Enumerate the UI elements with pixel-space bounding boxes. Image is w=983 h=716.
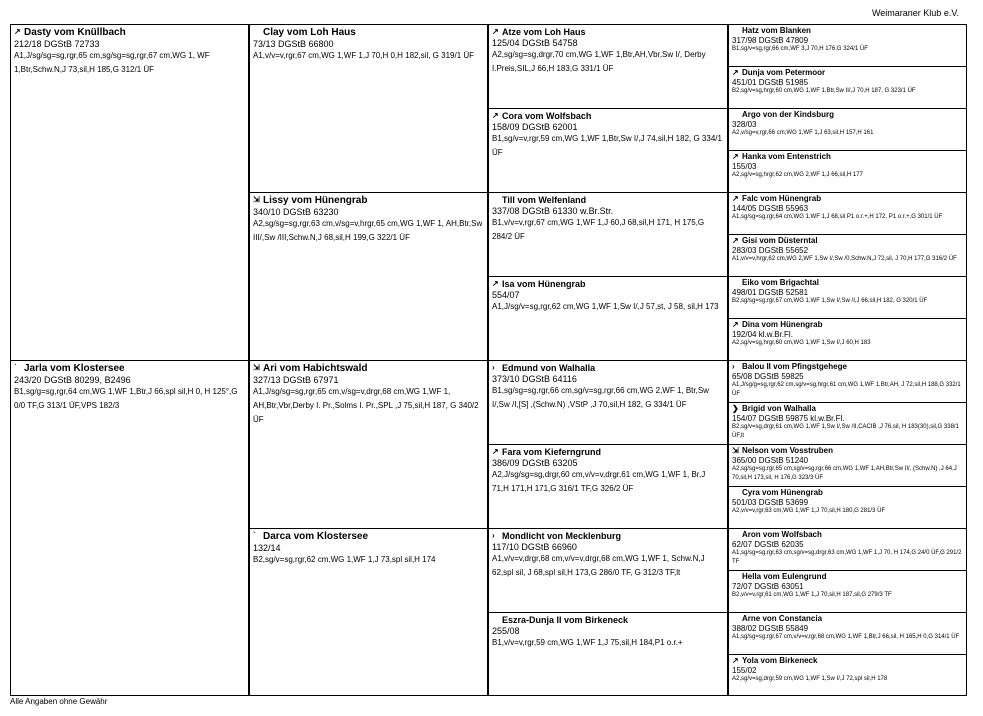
dog-details: A1,sg/sg=sg,rgr,67 cm,v/v=v,rgr,68 cm,WG 1,WF 1,Btr,J 66,sil, H 165,H 0,G 314/1 ÜF	[732, 634, 960, 640]
dog-name: Cyra vom Hünengrab	[742, 488, 823, 497]
marker-icon: ❯	[732, 404, 739, 413]
marker-icon: ↗	[492, 27, 499, 36]
dog-registration: 328/03	[732, 120, 757, 129]
dog-registration: 255/08	[492, 626, 520, 636]
dog-registration: 243/20 DGStB 80299, B2496	[14, 375, 131, 385]
dog-name: Falc vom Hünengrab	[742, 194, 822, 203]
dog-card-g4[interactable]	[728, 234, 967, 277]
dog-details: A1,J/sg/sg=sg,rgr,65 cm,v/sg=v,drgr,68 cm,WG 1,WF 1, AH,Btr,Vbr,Derby I. Pr.,Solms I. Pr.,SPL ,J 75,sil,H 187, G 340/2 ÜF	[253, 387, 479, 424]
dog-card-g3[interactable]	[488, 444, 728, 529]
dog-card-g4[interactable]	[728, 360, 967, 403]
dog-name: Balou II vom Pfingstgehege	[742, 362, 847, 371]
dog-name: Darca vom Klostersee	[263, 531, 369, 542]
dog-name: Lissy vom Hünengrab	[263, 195, 368, 206]
marker-icon: `	[253, 531, 256, 540]
dog-card-sire-sire[interactable]	[249, 24, 488, 193]
dog-registration: 340/10 DGStB 63230	[253, 207, 339, 217]
dog-details: B2,sg/v=sg,rgr,62 cm,WG 1,WF 1,J 73,spl sil,H 174	[253, 555, 436, 564]
dog-name: Dunja vom Petermoor	[742, 68, 826, 77]
dog-card-g4[interactable]	[728, 528, 967, 571]
dog-card-g3[interactable]	[488, 612, 728, 696]
dog-name: Edmund von Walhalla	[502, 363, 596, 373]
dog-details: A2,sg/sg=sg,rgr,65 cm,sg/v=sg,rgr,66 cm,WG 1,WF 1,AH,Btr,Sw II/, (Schw.N) ,J 64,J 70,sil,H 173,sil, H 176,G 323/3 ÜF	[732, 466, 957, 481]
dog-details: B2,v/v=v,rgr,61 cm,WG 1,WF 1,J 70,sil,H 187,sil,G 279/3 TF	[732, 592, 892, 598]
dog-details: A1,J/sg/g=sg,rgr,62 cm,sg/v=sg,hrgr,61 cm,WG 1,WF 1,Btr,AH, J 72,sil,H 188,G 332/1 ÜF	[732, 382, 961, 397]
dog-name: Brigid von Walhalla	[742, 404, 816, 413]
dog-card-g4[interactable]	[728, 24, 967, 67]
dog-name: Mondlicht von Mecklenburg	[502, 531, 622, 541]
marker-icon: ↗	[492, 447, 499, 456]
marker-icon: ↗	[14, 27, 21, 36]
dog-name: Yola vom Birkeneck	[742, 656, 818, 665]
dog-name: Till vom Welfenland	[502, 195, 587, 205]
marker-icon: ↗	[492, 111, 499, 120]
dog-registration: 73/13 DGStB 66800	[253, 39, 334, 49]
dog-card-g4[interactable]	[728, 612, 967, 655]
dog-details: A2,sg/sg=sg,rgr,63 cm,v/sg=v,hrgr,65 cm,WG 1,WF 1, AH,Btr,Sw III/,Sw /III,Schw.N,J 68,sil,H 199,G 322/1 ÜF	[253, 219, 483, 242]
dog-details: B1,v/v=v,rgr,59 cm,WG 1,WF 1,J 75,sil,H 184,P1 o.r.+	[492, 638, 683, 647]
dog-name: Eiko vom Brigachtal	[742, 278, 819, 287]
dog-details: A2,sg/v=sg,hrgr,62 cm,WG 2,WF 1,J 66,sil,H 177	[732, 172, 863, 178]
dog-registration: 317/98 DGStB 47809	[732, 36, 809, 45]
marker-icon: ↗	[732, 656, 739, 665]
marker-icon: ⇲	[253, 363, 260, 372]
dog-registration: 373/10 DGStB 64116	[492, 374, 577, 384]
dog-card-g4[interactable]	[728, 444, 967, 487]
marker-icon: ↗	[732, 152, 739, 161]
dog-name: Clay vom Loh Haus	[263, 27, 356, 38]
dog-details: A2,sg/sg=sg,drgr,70 cm,WG 1,WF 1,Btr,AH,Vbr,Sw I/, Derby I.Preis,SIL,J 66,H 183,G 331/1 ÜF	[492, 50, 706, 73]
dog-registration: 283/03 DGStB 55652	[732, 246, 809, 255]
dog-card-g4[interactable]	[728, 276, 967, 319]
dog-registration: 192/04 kl.w.Br.Fl.	[732, 330, 793, 339]
dog-card-g4[interactable]	[728, 402, 967, 445]
marker-icon: ↗	[732, 236, 739, 245]
dog-details: A1,v/v=v,rgr,67 cm,WG 1,WF 1,J 70,H 0,H 182,sil, G 319/1 ÜF	[253, 51, 475, 60]
dog-registration: 72/07 DGStB 63051	[732, 582, 804, 591]
dog-registration: 144/05 DGStB 55963	[732, 204, 809, 213]
dog-card-g4[interactable]	[728, 318, 967, 361]
dog-details: B1,sg/sg=sg,rgr,66 cm,sg/v=sg,rgr,66 cm,WG 2,WF 1, Btr,Sw I/,Sw /I,[S] ,(Schw.N) ,VStP ,J 70,sil,H 182, G 334/1 ÜF	[492, 386, 709, 409]
dog-name: Nelson vom Vosstruben	[742, 446, 833, 455]
dog-details: A2,J/sg/sg=sg,drgr,60 cm,v/v=v,drgr,61 cm,WG 1,WF 1, Br,J 71,H 171,H 171,G 316/1 TF,G 326/2 ÜF	[492, 470, 706, 493]
dog-name: Cora vom Wolfsbach	[502, 111, 592, 121]
dog-registration: 212/18 DGStB 72733	[14, 39, 100, 49]
dog-details: B1,v/v=v,rgr,67 cm,WG 1,WF 1,J 60,J 68,sil,H 171, H 175,G 284/2 ÜF	[492, 218, 705, 241]
dog-card-g4[interactable]	[728, 66, 967, 109]
marker-icon: ›	[492, 363, 495, 372]
dog-registration: 327/13 DGStB 67971	[253, 375, 339, 385]
dog-registration: 65/08 DGStB 59825	[732, 372, 804, 381]
dog-details: A1,J/sg/v=sg,rgr,62 cm,WG 1,WF 1,Sw I/,J 57,st, J 58, sil,H 173	[492, 302, 719, 311]
dog-details: B2,sg/v=sg,drgr,61 cm,WG 1,WF 1,Sw I/,Sw /II,CACIB ,J 76,sil, H 183(30),sil,G 338/1 ÜF,lt	[732, 424, 959, 439]
dog-name: Gisi vom Düsterntal	[742, 236, 818, 245]
dog-card-g3[interactable]	[488, 528, 728, 613]
dog-card-g3[interactable]	[488, 276, 728, 361]
dog-details: A1,v/v=v,hrgr,62 cm,WG 2,WF 1,Sw I/,Sw /0,Schw.N,J 72,sil, J 70,H 177,G 316/2 ÜF	[732, 256, 957, 262]
dog-name: Argo von der Kindsburg	[742, 110, 834, 119]
dog-details: A1,sg/sg=sg,rgr,64 cm,WG 1,WF 1,J 68,sil P1 o.r.+,H 172, P1 o.r.+,G 301/1 ÜF	[732, 214, 943, 220]
dog-name: Dasty vom Knüllbach	[24, 27, 126, 38]
dog-registration: 117/10 DGStB 66960	[492, 542, 577, 552]
dog-details: B2,sg/sg=sg,rgr,67 cm,WG 1,WF 1,Sw I/,Sw /I,J 66,sil,H 182, G 320/1 ÜF	[732, 298, 928, 304]
dog-details: A1,J/sg/sg=sg,rgr,65 cm,sg/sg=sg,rgr,67 cm,WG 1, WF 1,Btr,Schw.N,J 73,sil,H 185,G 312/1 ÜF	[14, 51, 210, 74]
dog-card-sire[interactable]	[10, 24, 249, 361]
dog-registration: 125/04 DGStB 54758	[492, 38, 578, 48]
dog-registration: 132/14	[253, 543, 281, 553]
dog-name: Hatz vom Blanken	[742, 26, 811, 35]
dog-registration: 451/01 DGStB 51985	[732, 78, 809, 87]
dog-card-g4[interactable]	[728, 192, 967, 235]
dog-card-g3[interactable]	[488, 192, 728, 277]
dog-name: Fara vom Kieferngrund	[502, 447, 602, 457]
dog-name: Hanka vom Entenstrich	[742, 152, 831, 161]
dog-card-dam-sire[interactable]	[249, 360, 488, 529]
dog-details: A1,sg/sg=sg,rgr,63 cm,sg/v=sg,drgr,63 cm,WG 1,WF 1,J 70, H 174,G 24/0 ÜF,G 291/2 TF	[732, 550, 962, 565]
dog-card-sire-dam[interactable]	[249, 192, 488, 361]
club-header: Weimaraner Klub e.V.	[871, 8, 959, 18]
dog-registration: 155/03	[732, 162, 757, 171]
dog-card-g4[interactable]	[728, 486, 967, 529]
dog-card-g4[interactable]	[728, 108, 967, 151]
dog-details: A2,sg/v=sg,drgr,59 cm,WG 1,WF 1,Sw I/,J 72,spl sil,H 178	[732, 676, 888, 682]
dog-card-dam[interactable]	[10, 360, 249, 696]
dog-name: Jarla vom Klostersee	[24, 363, 125, 374]
marker-icon: `	[14, 363, 17, 372]
marker-icon: ↗	[732, 68, 739, 77]
dog-card-dam-dam[interactable]	[249, 528, 488, 696]
dog-registration: 365/00 DGStB 51240	[732, 456, 809, 465]
dog-details: B1,sg/v=v,rgr,59 cm,WG 1,WF 1,Btr,Sw I/,J 74,sil,H 182, G 334/1 ÜF	[492, 134, 722, 157]
dog-card-g4[interactable]	[728, 150, 967, 193]
dog-details: A2,sg/v=sg,hrgr,60 cm,WG 1,WF 1,Sw I/,J 60,H 183	[732, 340, 871, 346]
dog-card-g4[interactable]	[728, 654, 967, 696]
dog-name: Dina vom Hünengrab	[742, 320, 823, 329]
dog-registration: 388/02 DGStB 55849	[732, 624, 809, 633]
dog-registration: 158/09 DGStB 62001	[492, 122, 578, 132]
dog-registration: 155/02	[732, 666, 757, 675]
dog-details: B1,sg/g=sg,rgr,64 cm,WG 1,WF 1,Btr,J 66,spl sil,H 0, H 125°,G 0/0 TF,G 313/1 ÜF,VPS 182/3	[14, 387, 238, 410]
dog-details: A2,v/v=v,rgr,63 cm,WG 1,WF 1,J 70,sil,H 180,G 281/3 ÜF	[732, 508, 886, 514]
dog-details: A1,v/v=v,drgr,68 cm,v/v=v,drgr,68 cm,WG 1,WF 1, Schw.N,J 62,spl sil, J 68,spl sil,H 173,G 286/0 TF, G 312/3 TF,lt	[492, 554, 705, 577]
dog-card-g3[interactable]	[488, 360, 728, 445]
disclaimer-footer: Alle Angaben ohne Gewähr	[10, 697, 108, 706]
dog-registration: 501/03 DGStB 53699	[732, 498, 809, 507]
dog-details: A2,v/sg=v,rgr,66 cm,WG 1,WF 1,J 63,sil,H 157,H 161	[732, 130, 874, 136]
dog-name: Eszra-Dunja II vom Birkeneck	[502, 615, 629, 625]
dog-name: Atze vom Loh Haus	[502, 27, 586, 37]
dog-name: Arne von Constancia	[742, 614, 823, 623]
dog-registration: 498/01 DGStB 52581	[732, 288, 809, 297]
dog-name: Hella vom Eulengrund	[742, 572, 827, 581]
dog-name: Aron vom Wolfsbach	[742, 530, 822, 539]
dog-name: Ari vom Habichtswald	[263, 363, 368, 374]
dog-registration: 386/09 DGStB 63205	[492, 458, 578, 468]
dog-details: B1,sg/v=sg,rgr,66 cm,WF 3,J 70,H 176,G 324/1 ÜF	[732, 46, 868, 52]
marker-icon: ↗	[732, 320, 739, 329]
marker-icon: ⇲	[253, 195, 260, 204]
marker-icon: ›	[492, 531, 495, 540]
marker-icon: ↗	[732, 194, 739, 203]
dog-registration: 554/07	[492, 290, 520, 300]
dog-registration: 62/07 DGStB 62035	[732, 540, 804, 549]
dog-card-g3[interactable]	[488, 24, 728, 109]
dog-card-g4[interactable]	[728, 570, 967, 613]
dog-registration: 154/07 DGStB 59875 kl.w.Br.Fl.	[732, 414, 845, 423]
dog-registration: 337/08 DGStB 61330 w.Br.Str.	[492, 206, 614, 216]
marker-icon: ⇲	[732, 446, 739, 455]
dog-details: B2,sg/v=sg,hrgr,60 cm,WG 1,WF 1,Btr,Sw II/,J 70,H 187, G 323/1 ÜF	[732, 88, 916, 94]
dog-name: Isa vom Hünengrab	[502, 279, 586, 289]
marker-icon: ›	[732, 362, 735, 371]
marker-icon: ↗	[492, 279, 499, 288]
dog-card-g3[interactable]	[488, 108, 728, 193]
